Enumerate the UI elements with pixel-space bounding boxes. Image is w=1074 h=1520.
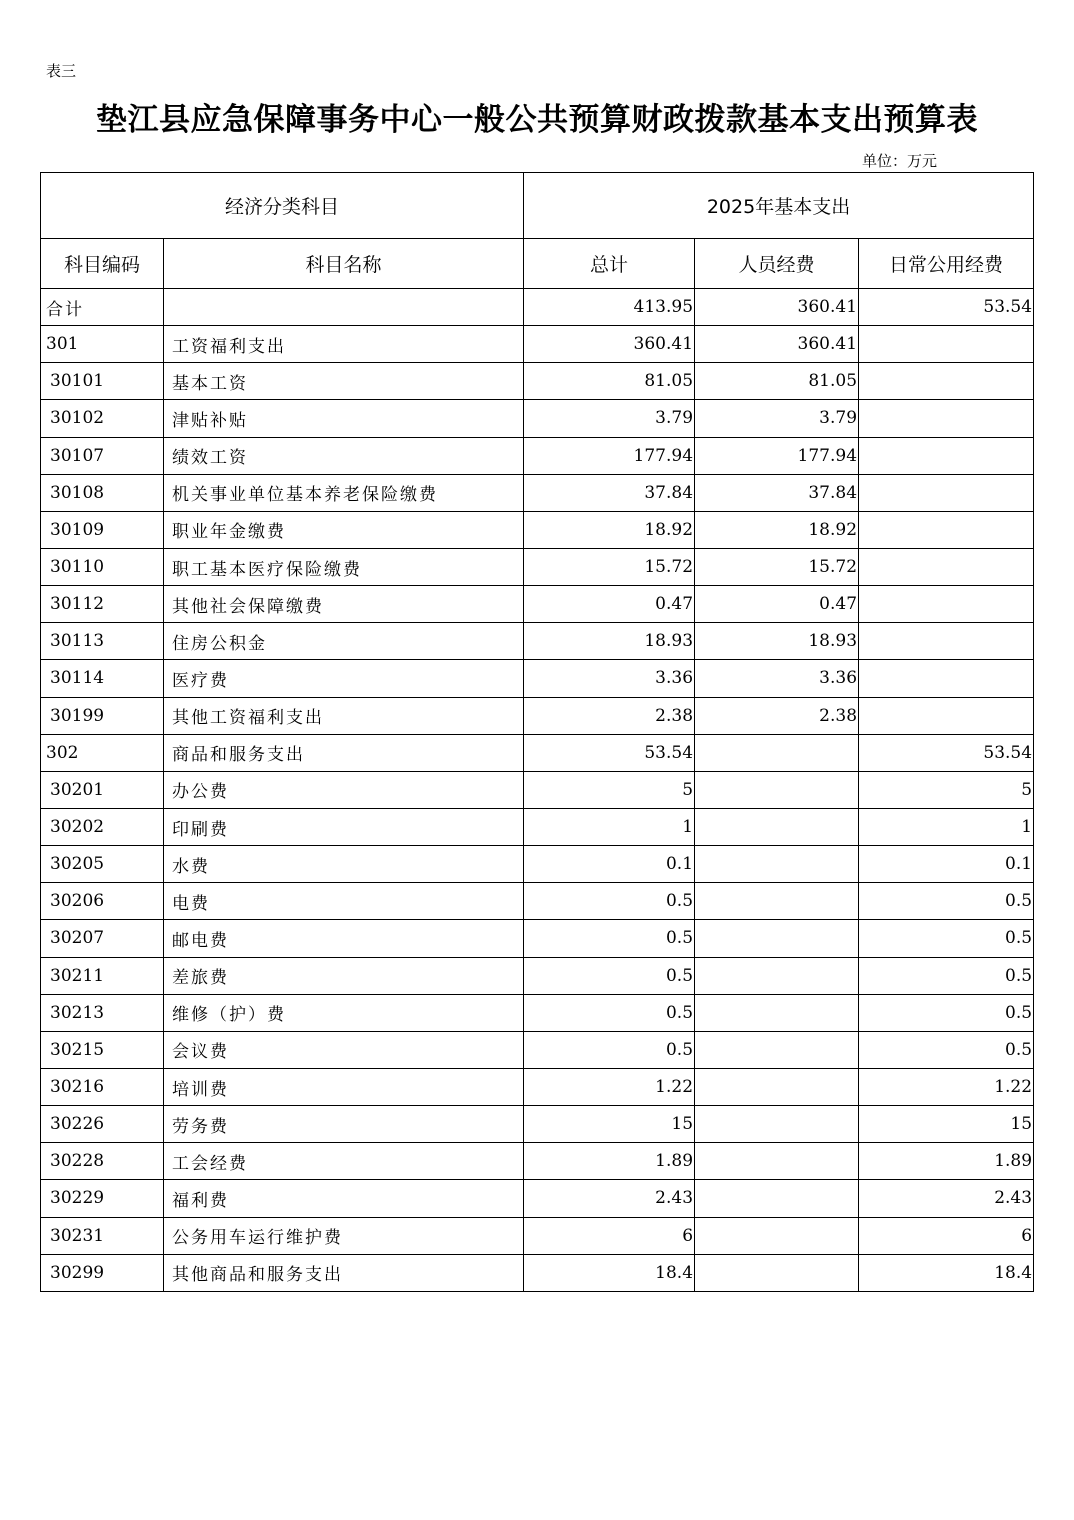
table-row <box>41 548 1034 585</box>
cell-code: 30213 <box>41 994 164 1031</box>
cell-total: 2.38 <box>524 697 695 734</box>
cell-public <box>859 548 1034 585</box>
cell-code: 30112 <box>41 586 164 623</box>
cell-personnel <box>695 808 859 845</box>
cell-total: 0.5 <box>524 994 695 1031</box>
table-row <box>41 1217 1034 1254</box>
table-row <box>41 474 1034 511</box>
header-row-group <box>41 173 1034 239</box>
cell-code: 30215 <box>41 1031 164 1068</box>
cell-name: 工会经费 <box>164 1143 524 1180</box>
cell-name: 电费 <box>164 883 524 920</box>
cell-name: 住房公积金 <box>164 623 524 660</box>
cell-personnel: 2.38 <box>695 697 859 734</box>
cell-code: 30226 <box>41 1106 164 1143</box>
table-row <box>41 1031 1034 1068</box>
header-code: 科目编码 <box>41 239 164 289</box>
table-row <box>41 734 1034 771</box>
cell-personnel: 360.41 <box>695 289 859 326</box>
table-row <box>41 623 1034 660</box>
cell-personnel: 177.94 <box>695 437 859 474</box>
cell-public: 2.43 <box>859 1180 1034 1217</box>
table-row <box>41 1180 1034 1217</box>
cell-name: 津贴补贴 <box>164 400 524 437</box>
cell-public: 18.4 <box>859 1254 1034 1291</box>
cell-total: 53.54 <box>524 734 695 771</box>
cell-public <box>859 623 1034 660</box>
table-body <box>41 289 1034 1292</box>
cell-total: 1.89 <box>524 1143 695 1180</box>
cell-code: 30205 <box>41 846 164 883</box>
cell-public: 0.5 <box>859 1031 1034 1068</box>
cell-code: 30211 <box>41 957 164 994</box>
cell-code: 合计 <box>41 289 164 326</box>
cell-name: 培训费 <box>164 1068 524 1105</box>
cell-name: 水费 <box>164 846 524 883</box>
cell-public: 0.1 <box>859 846 1034 883</box>
cell-total: 3.79 <box>524 400 695 437</box>
budget-table <box>40 172 1034 1292</box>
cell-personnel <box>695 1106 859 1143</box>
cell-personnel: 18.92 <box>695 511 859 548</box>
table-row <box>41 883 1034 920</box>
cell-code: 30109 <box>41 511 164 548</box>
table-row <box>41 697 1034 734</box>
cell-code: 301 <box>41 326 164 363</box>
cell-code: 30299 <box>41 1254 164 1291</box>
cell-total: 6 <box>524 1217 695 1254</box>
table-row <box>41 1068 1034 1105</box>
header-public: 日常公用经费 <box>859 239 1034 289</box>
cell-code: 30199 <box>41 697 164 734</box>
cell-personnel: 81.05 <box>695 363 859 400</box>
cell-total: 1 <box>524 808 695 845</box>
cell-public <box>859 697 1034 734</box>
cell-total: 0.1 <box>524 846 695 883</box>
table-row <box>41 846 1034 883</box>
cell-personnel <box>695 883 859 920</box>
cell-total: 18.4 <box>524 1254 695 1291</box>
cell-public: 53.54 <box>859 734 1034 771</box>
cell-name <box>164 289 524 326</box>
cell-total: 15 <box>524 1106 695 1143</box>
cell-code: 30202 <box>41 808 164 845</box>
table-row <box>41 808 1034 845</box>
cell-name: 其他商品和服务支出 <box>164 1254 524 1291</box>
cell-total: 360.41 <box>524 326 695 363</box>
cell-total: 2.43 <box>524 1180 695 1217</box>
cell-personnel <box>695 1217 859 1254</box>
cell-personnel: 360.41 <box>695 326 859 363</box>
cell-personnel: 3.79 <box>695 400 859 437</box>
cell-personnel <box>695 1031 859 1068</box>
cell-public <box>859 586 1034 623</box>
header-basic-expenditure: 2025年基本支出 <box>524 173 1034 239</box>
cell-public <box>859 363 1034 400</box>
cell-code: 30228 <box>41 1143 164 1180</box>
cell-code: 30231 <box>41 1217 164 1254</box>
cell-total: 15.72 <box>524 548 695 585</box>
cell-name: 邮电费 <box>164 920 524 957</box>
cell-personnel <box>695 734 859 771</box>
cell-public: 1 <box>859 808 1034 845</box>
table-row <box>41 920 1034 957</box>
cell-personnel <box>695 1180 859 1217</box>
cell-public <box>859 437 1034 474</box>
cell-code: 302 <box>41 734 164 771</box>
cell-public: 0.5 <box>859 920 1034 957</box>
cell-name: 商品和服务支出 <box>164 734 524 771</box>
header-total: 总计 <box>524 239 695 289</box>
cell-code: 30207 <box>41 920 164 957</box>
table-row <box>41 660 1034 697</box>
cell-public <box>859 511 1034 548</box>
cell-name: 福利费 <box>164 1180 524 1217</box>
cell-public: 6 <box>859 1217 1034 1254</box>
cell-public <box>859 660 1034 697</box>
cell-personnel <box>695 920 859 957</box>
table-row <box>41 957 1034 994</box>
cell-total: 18.93 <box>524 623 695 660</box>
page-title: 垫江县应急保障事务中心一般公共预算财政拨款基本支出预算表 <box>96 102 978 138</box>
cell-total: 3.36 <box>524 660 695 697</box>
cell-total: 37.84 <box>524 474 695 511</box>
cell-code: 30216 <box>41 1068 164 1105</box>
cell-personnel <box>695 1254 859 1291</box>
header-name: 科目名称 <box>164 239 524 289</box>
cell-code: 30101 <box>41 363 164 400</box>
cell-name: 差旅费 <box>164 957 524 994</box>
header-personnel: 人员经费 <box>695 239 859 289</box>
table-row <box>41 400 1034 437</box>
cell-total: 0.5 <box>524 1031 695 1068</box>
cell-public: 15 <box>859 1106 1034 1143</box>
table-label: 表三 <box>46 62 77 80</box>
table-row <box>41 1143 1034 1180</box>
table-row <box>41 437 1034 474</box>
cell-total: 0.5 <box>524 920 695 957</box>
cell-personnel: 37.84 <box>695 474 859 511</box>
cell-code: 30110 <box>41 548 164 585</box>
cell-personnel: 15.72 <box>695 548 859 585</box>
cell-total: 5 <box>524 771 695 808</box>
table-row <box>41 586 1034 623</box>
cell-code: 30229 <box>41 1180 164 1217</box>
table-row <box>41 326 1034 363</box>
cell-name: 其他社会保障缴费 <box>164 586 524 623</box>
cell-code: 30113 <box>41 623 164 660</box>
cell-code: 30114 <box>41 660 164 697</box>
cell-code: 30108 <box>41 474 164 511</box>
table-row <box>41 1106 1034 1143</box>
cell-public: 1.89 <box>859 1143 1034 1180</box>
cell-personnel <box>695 846 859 883</box>
cell-personnel <box>695 771 859 808</box>
cell-code: 30102 <box>41 400 164 437</box>
cell-public: 1.22 <box>859 1068 1034 1105</box>
header-row-columns <box>41 239 1034 289</box>
cell-name: 职业年金缴费 <box>164 511 524 548</box>
cell-name: 基本工资 <box>164 363 524 400</box>
cell-code: 30201 <box>41 771 164 808</box>
cell-total: 0.47 <box>524 586 695 623</box>
cell-personnel <box>695 1068 859 1105</box>
cell-total: 1.22 <box>524 1068 695 1105</box>
cell-total: 0.5 <box>524 957 695 994</box>
cell-public: 5 <box>859 771 1034 808</box>
cell-name: 机关事业单位基本养老保险缴费 <box>164 474 524 511</box>
cell-personnel: 3.36 <box>695 660 859 697</box>
cell-name: 工资福利支出 <box>164 326 524 363</box>
cell-total: 177.94 <box>524 437 695 474</box>
cell-code: 30206 <box>41 883 164 920</box>
cell-public <box>859 474 1034 511</box>
cell-personnel: 0.47 <box>695 586 859 623</box>
cell-name: 印刷费 <box>164 808 524 845</box>
cell-public <box>859 400 1034 437</box>
unit-label: 单位：万元 <box>862 152 938 170</box>
cell-name: 劳务费 <box>164 1106 524 1143</box>
cell-total: 0.5 <box>524 883 695 920</box>
cell-total: 18.92 <box>524 511 695 548</box>
cell-public: 53.54 <box>859 289 1034 326</box>
cell-name: 会议费 <box>164 1031 524 1068</box>
cell-name: 维修（护）费 <box>164 994 524 1031</box>
table-row <box>41 1254 1034 1291</box>
cell-public: 0.5 <box>859 994 1034 1031</box>
table-row <box>41 363 1034 400</box>
cell-name: 绩效工资 <box>164 437 524 474</box>
cell-public: 0.5 <box>859 957 1034 994</box>
cell-total: 81.05 <box>524 363 695 400</box>
cell-code: 30107 <box>41 437 164 474</box>
cell-name: 办公费 <box>164 771 524 808</box>
header-economic-category: 经济分类科目 <box>41 173 524 239</box>
cell-personnel <box>695 957 859 994</box>
cell-personnel <box>695 1143 859 1180</box>
cell-total: 413.95 <box>524 289 695 326</box>
cell-public <box>859 326 1034 363</box>
cell-public: 0.5 <box>859 883 1034 920</box>
table-row <box>41 994 1034 1031</box>
cell-name: 医疗费 <box>164 660 524 697</box>
cell-name: 职工基本医疗保险缴费 <box>164 548 524 585</box>
table-row <box>41 771 1034 808</box>
cell-personnel <box>695 994 859 1031</box>
cell-personnel: 18.93 <box>695 623 859 660</box>
table-row <box>41 511 1034 548</box>
table-row <box>41 289 1034 326</box>
cell-name: 公务用车运行维护费 <box>164 1217 524 1254</box>
cell-name: 其他工资福利支出 <box>164 697 524 734</box>
